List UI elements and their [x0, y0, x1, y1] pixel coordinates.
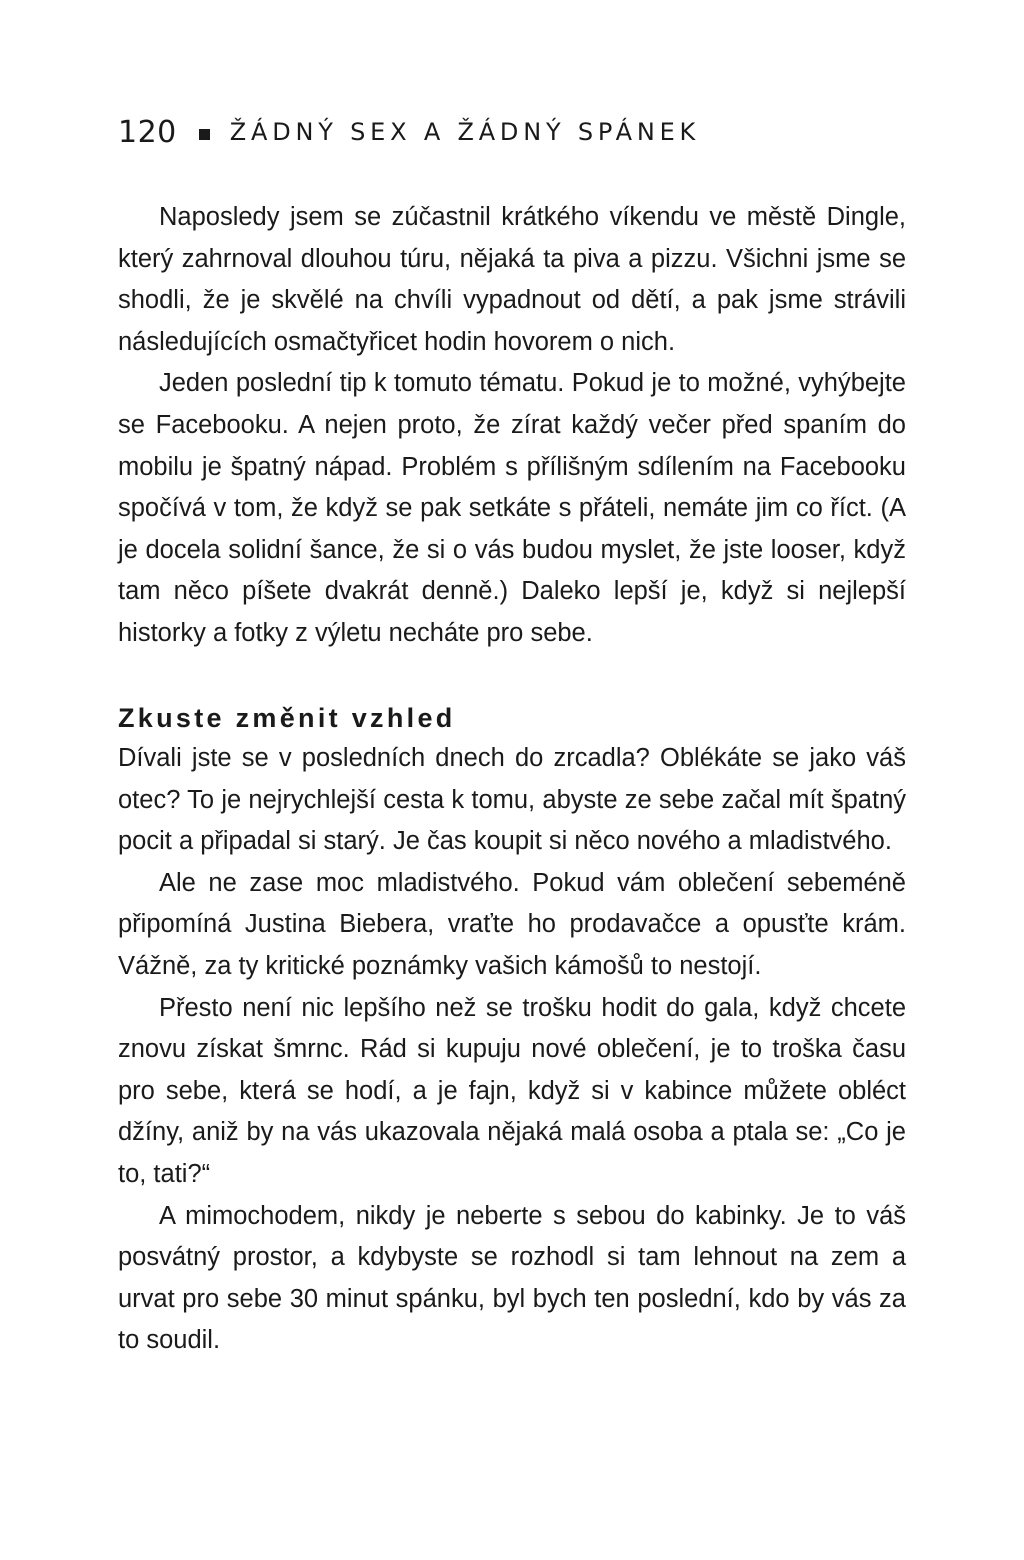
running-head	[118, 112, 700, 152]
section-text	[118, 738, 906, 1362]
intro-text	[118, 197, 906, 655]
paragraph: Jeden poslední tip k tomuto tématu. Pokud je to možné, vyhýbejte se Facebooku. A nejen proto, že zírat každý večer před spaním do mobilu je špatný nápad. Problém s přílišným sdílením na Facebooku spočívá v tom, že když se pak setkáte s přáteli, nemáte jim co říct. (A je docela solidní šance, že si o vás budou myslet, že jste looser, když tam něco píšete dvakrát denně.) Daleko lepší je, když si nejlepší historky a fotky z výletu necháte pro sebe.	[118, 369, 906, 647]
page-number: 120	[118, 114, 177, 150]
paragraph: A mimochodem, nikdy je neberte s sebou do kabinky. Je to váš posvátný prostor, a kdybyste se rozhodl si tam lehnout na zem a urvat pro sebe 30 minut spánku, byl bych ten poslední, kdo by vás za to soudil.	[118, 1201, 906, 1355]
section-heading: Zkuste změnit vzhled	[118, 703, 456, 733]
paragraph: Dívali jste se v posledních dnech do zrcadla? Oblékáte se jako váš otec? To je nejrychlejší cesta k tomu, abyste ze sebe začal mít špatný pocit a připadal si starý. Je čas koupit si něco nového a mladistvého.	[118, 744, 906, 856]
paragraph: Naposledy jsem se zúčastnil krátkého víkendu ve městě Dingle, který zahrnoval dlouhou túru, nějaká ta piva a pizzu. Všichni jsme se shodli, že je skvělé na chvíli vypadnout od dětí, a pak jsme strávili následujících osmačtyřicet hodin hovorem o nich.	[118, 203, 906, 356]
book-page	[118, 0, 906, 1560]
paragraph: Přesto není nic lepšího než se trošku hodit do gala, když chcete znovu získat šmrnc. Rád si kupuju nové oblečení, je to troška času pro sebe, která se hodí, a je fajn, když si v kabince můžete obléct džíny, aniž by na vás ukazovala nějaká malá osoba a ptala se: „Co je to, tati?“	[118, 993, 906, 1188]
paragraph: Ale ne zase moc mladistvého. Pokud vám oblečení sebeméně připomíná Justina Biebera, vraťte ho prodavačce a opusťte krám. Vážně, za ty kritické poznámky vašich kámošů to nestojí.	[118, 868, 906, 980]
book-title: ŽÁDNÝ SEX A ŽÁDNÝ SPÁNEK	[229, 118, 701, 146]
square-bullet-icon	[199, 129, 210, 140]
